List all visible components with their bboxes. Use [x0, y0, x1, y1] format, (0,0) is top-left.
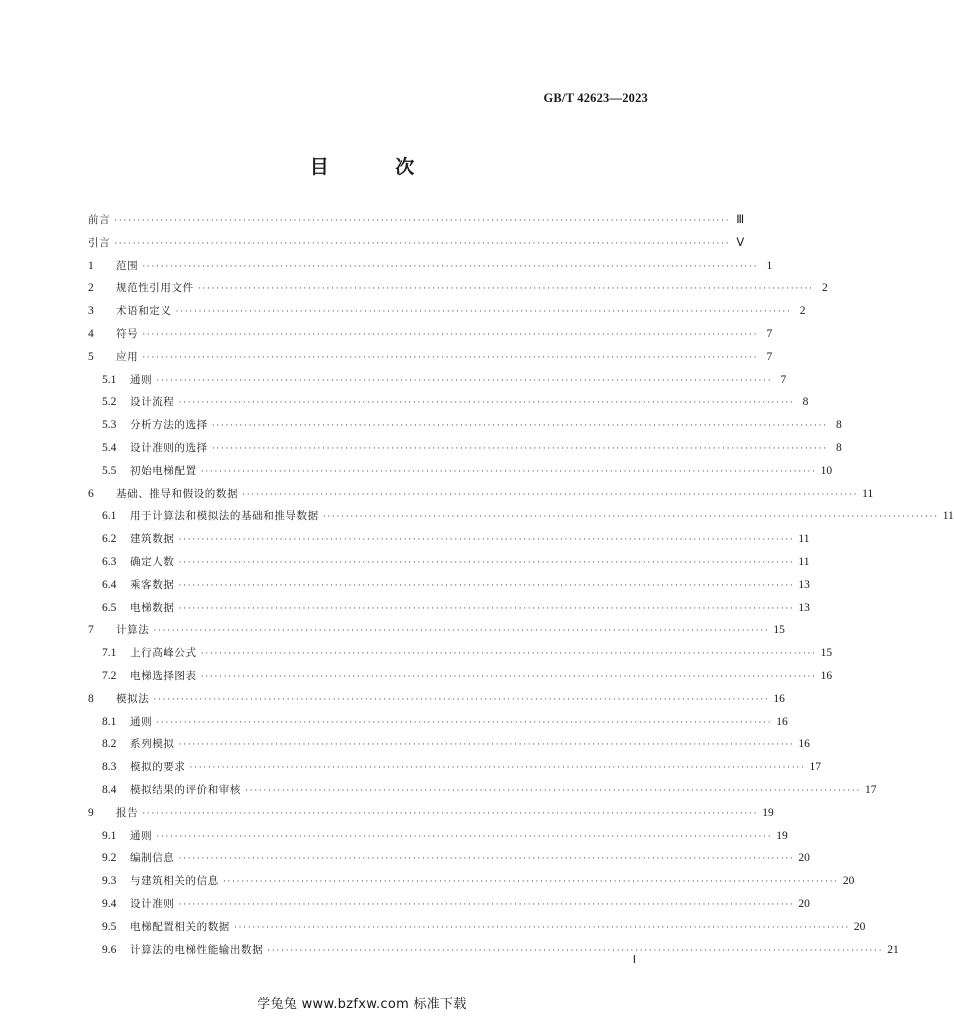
toc-entry[interactable] — [88, 825, 788, 848]
toc-entry-number: 7 — [88, 624, 94, 637]
table-of-contents — [88, 209, 954, 961]
toc-dot-leader: ······································································································································ — [200, 465, 817, 476]
toc-entry-number: 1 — [88, 259, 94, 272]
toc-entry-page: 7 — [766, 350, 773, 363]
toc-entry-title: 设计准则 — [130, 897, 175, 910]
toc-entry-title: 模拟的要求 — [130, 761, 186, 774]
toc-dot-leader: ······································································································································ — [222, 876, 839, 887]
toc-entry[interactable] — [88, 323, 773, 346]
toc-dot-leader: ······································································································································ — [156, 716, 773, 727]
toc-dot-leader: ······································································································································ — [200, 648, 817, 659]
toc-entry-title: 初始电梯配置 — [130, 464, 197, 477]
toc-entry[interactable] — [88, 733, 810, 756]
toc-entry-page: 11 — [942, 510, 954, 523]
toc-entry-number: 7.2 — [102, 669, 117, 682]
toc-entry[interactable] — [88, 528, 810, 551]
toc-entry-title: 系列模拟 — [130, 738, 175, 751]
toc-dot-leader: ······································································································································ — [178, 853, 795, 864]
toc-entry-page: 19 — [776, 829, 788, 842]
toc-dot-leader: ······································································································································ — [178, 898, 795, 909]
toc-entry-page: 19 — [762, 806, 774, 819]
toc-entry[interactable] — [88, 756, 822, 779]
toc-entry-number: 9 — [88, 806, 94, 819]
toc-dot-leader: ······································································································································ — [114, 237, 731, 248]
toc-entry[interactable] — [88, 847, 810, 870]
toc-entry-number: 5.4 — [102, 441, 117, 454]
toc-entry[interactable] — [88, 232, 745, 255]
toc-dot-leader: ······································································································································ — [153, 625, 770, 636]
toc-entry-title: 术语和定义 — [116, 305, 172, 318]
toc-dot-leader: ······································································································································ — [200, 670, 817, 681]
toc-dot-leader: ······································································································································ — [178, 556, 795, 567]
toc-entry-page: 16 — [773, 692, 785, 705]
toc-entry-page: 15 — [820, 647, 833, 660]
toc-entry-page: 8 — [802, 396, 809, 409]
toc-entry-page: 17 — [809, 761, 822, 774]
toc-dot-leader: ······································································································································ — [178, 602, 795, 613]
toc-entry-page: 11 — [798, 555, 810, 568]
toc-entry[interactable] — [88, 939, 899, 962]
toc-entry-title: 符号 — [116, 327, 139, 340]
page-title: 目 次 — [309, 156, 445, 178]
toc-entry-title: 范围 — [116, 259, 139, 272]
toc-entry-number: 8.4 — [102, 783, 117, 796]
toc-dot-leader: ······································································································································ — [142, 328, 759, 339]
toc-entry-page: 13 — [798, 601, 810, 614]
toc-entry-page: 16 — [776, 715, 788, 728]
toc-entry-title: 通则 — [130, 715, 153, 728]
toc-entry-title: 分析方法的选择 — [130, 419, 208, 432]
toc-entry-page: 13 — [798, 578, 810, 591]
toc-dot-leader: ······································································································································ — [142, 260, 759, 271]
toc-dot-leader: ······································································································································ — [322, 511, 939, 522]
toc-entry-title: 前言 — [88, 214, 111, 226]
toc-entry-title: 规范性引用文件 — [116, 282, 194, 295]
toc-entry-title: 电梯选择图表 — [130, 669, 197, 682]
toc-dot-leader: ······································································································································ — [142, 351, 759, 362]
toc-entry-number: 6.5 — [102, 601, 117, 614]
toc-dot-leader: ······································································································································ — [197, 283, 814, 294]
toc-entry[interactable] — [88, 597, 810, 620]
standard-code: GB/T 42623—2023 — [543, 91, 648, 105]
toc-entry[interactable] — [88, 642, 833, 665]
toc-entry-title: 计算法 — [116, 624, 150, 637]
toc-entry[interactable] — [88, 209, 745, 232]
toc-entry-number: 7.1 — [102, 647, 117, 660]
toc-entry-page: 7 — [766, 327, 773, 340]
toc-entry[interactable] — [88, 437, 842, 460]
toc-dot-leader: ······································································································································ — [211, 420, 828, 431]
toc-dot-leader: ······································································································································ — [156, 830, 773, 841]
toc-entry-number: 9.3 — [102, 875, 117, 888]
toc-entry-title: 通则 — [130, 829, 153, 842]
toc-entry-page: 8 — [835, 419, 842, 432]
toc-entry-number: 8.1 — [102, 715, 117, 728]
toc-entry-number: 6.4 — [102, 578, 117, 591]
toc-entry-title: 引言 — [88, 236, 111, 249]
toc-entry-title: 基础、推导和假设的数据 — [116, 487, 239, 500]
toc-entry[interactable] — [88, 505, 954, 528]
toc-entry-page: Ⅲ — [736, 214, 745, 226]
toc-entry-page: 17 — [865, 783, 877, 796]
toc-entry-number: 5.5 — [102, 464, 117, 477]
toc-entry[interactable] — [88, 277, 828, 300]
toc-dot-leader: ······································································································································ — [178, 579, 795, 590]
toc-entry-page: 2 — [821, 282, 828, 295]
toc-entry-page: 16 — [820, 669, 833, 682]
toc-dot-leader: ······································································································································ — [178, 397, 795, 408]
toc-entry[interactable] — [88, 688, 785, 711]
toc-dot-leader: ······································································································································ — [175, 306, 792, 317]
toc-entry-number: 9.1 — [102, 829, 117, 842]
toc-entry-number: 8.3 — [102, 761, 117, 774]
toc-entry-number: 6.2 — [102, 533, 117, 546]
toc-entry-page: 2 — [799, 305, 806, 318]
toc-entry-number: 6.3 — [102, 555, 117, 568]
toc-entry-page: 11 — [862, 487, 874, 500]
toc-dot-leader: ······································································································································ — [189, 762, 806, 773]
toc-entry-number: 8.2 — [102, 738, 117, 751]
toc-entry-page: Ⅴ — [736, 236, 745, 249]
toc-entry-title: 乘客数据 — [130, 578, 175, 591]
toc-entry-title: 建筑数据 — [130, 533, 175, 546]
toc-entry-page: 8 — [835, 441, 842, 454]
toc-entry[interactable] — [88, 870, 855, 893]
toc-entry-number: 9.2 — [102, 852, 117, 865]
toc-entry[interactable] — [88, 711, 788, 734]
toc-entry-title: 通则 — [130, 373, 153, 386]
toc-entry-page: 21 — [887, 943, 899, 956]
toc-dot-leader: ······································································································································ — [142, 807, 759, 818]
toc-entry-title: 模拟法 — [116, 692, 150, 705]
toc-entry-page: 11 — [798, 533, 810, 546]
toc-entry-number: 4 — [88, 327, 94, 340]
toc-entry-page: 16 — [798, 738, 810, 751]
toc-entry-number: 6.1 — [102, 510, 117, 523]
toc-dot-leader: ······································································································································ — [156, 374, 773, 385]
toc-entry[interactable] — [88, 483, 874, 506]
toc-entry[interactable] — [88, 574, 810, 597]
toc-dot-leader: ······································································································································ — [178, 534, 795, 545]
toc-entry[interactable] — [88, 300, 806, 323]
toc-entry-number: 9.5 — [102, 920, 117, 933]
toc-entry-title: 电梯数据 — [130, 601, 175, 614]
toc-dot-leader: ······································································································································ — [267, 944, 884, 955]
toc-entry[interactable] — [88, 551, 810, 574]
toc-entry-page: 1 — [766, 259, 773, 272]
toc-dot-leader: ······································································································································ — [211, 442, 828, 453]
toc-entry[interactable] — [88, 779, 877, 802]
toc-dot-leader: ······································································································································ — [242, 488, 859, 499]
toc-entry[interactable] — [88, 893, 810, 916]
toc-entry-title: 计算法的电梯性能输出数据 — [130, 943, 264, 956]
page-number: Ⅰ — [632, 954, 636, 966]
toc-entry-page: 20 — [842, 875, 855, 888]
toc-dot-leader: ······································································································································ — [153, 693, 770, 704]
toc-entry[interactable] — [88, 369, 787, 392]
toc-entry[interactable] — [88, 255, 773, 278]
toc-entry-number: 3 — [88, 305, 94, 318]
toc-entry-page: 7 — [780, 373, 787, 386]
toc-entry[interactable] — [88, 665, 833, 688]
toc-entry-number: 5.3 — [102, 419, 117, 432]
toc-entry-title: 用于计算法和模拟法的基础和推导数据 — [130, 510, 319, 523]
toc-entry-title: 电梯配置相关的数据 — [130, 920, 230, 933]
toc-entry[interactable] — [88, 916, 866, 939]
toc-entry-page: 20 — [798, 852, 810, 865]
toc-entry-title: 确定人数 — [130, 555, 175, 568]
toc-entry-title: 报告 — [116, 806, 139, 819]
toc-entry-title: 设计流程 — [130, 396, 175, 409]
toc-entry-page: 20 — [798, 897, 810, 910]
toc-entry-title: 应用 — [116, 350, 139, 363]
toc-entry-number: 9.6 — [102, 943, 117, 956]
toc-dot-leader: ······································································································································ — [178, 739, 795, 750]
toc-entry-number: 5.1 — [102, 373, 117, 386]
footer-watermark: 学兔兔 www.bzfxw.com 标准下载 — [257, 997, 467, 1012]
toc-entry[interactable] — [88, 391, 809, 414]
toc-entry-title: 模拟结果的评价和审核 — [130, 783, 241, 796]
toc-entry-title: 上行高峰公式 — [130, 647, 197, 660]
toc-entry-number: 5.2 — [102, 396, 117, 409]
toc-entry-number: 6 — [88, 487, 94, 500]
toc-entry-title: 设计准则的选择 — [130, 441, 208, 454]
toc-entry-number: 9.4 — [102, 897, 117, 910]
toc-entry[interactable] — [88, 346, 773, 369]
toc-entry[interactable] — [88, 460, 833, 483]
toc-dot-leader: ······································································································································ — [114, 215, 731, 225]
toc-entry-page: 20 — [853, 920, 866, 933]
toc-entry-number: 2 — [88, 282, 94, 295]
toc-entry[interactable] — [88, 414, 842, 437]
toc-entry-number: 8 — [88, 692, 94, 705]
toc-entry-title: 与建筑相关的信息 — [130, 875, 219, 888]
toc-entry[interactable] — [88, 619, 785, 642]
toc-dot-leader: ······································································································································ — [233, 921, 850, 932]
toc-dot-leader: ······································································································································ — [245, 784, 862, 795]
toc-entry-number: 5 — [88, 350, 94, 363]
toc-entry[interactable] — [88, 802, 774, 825]
toc-entry-page: 10 — [820, 464, 833, 477]
toc-entry-page: 15 — [773, 624, 785, 637]
toc-entry-title: 编制信息 — [130, 852, 175, 865]
